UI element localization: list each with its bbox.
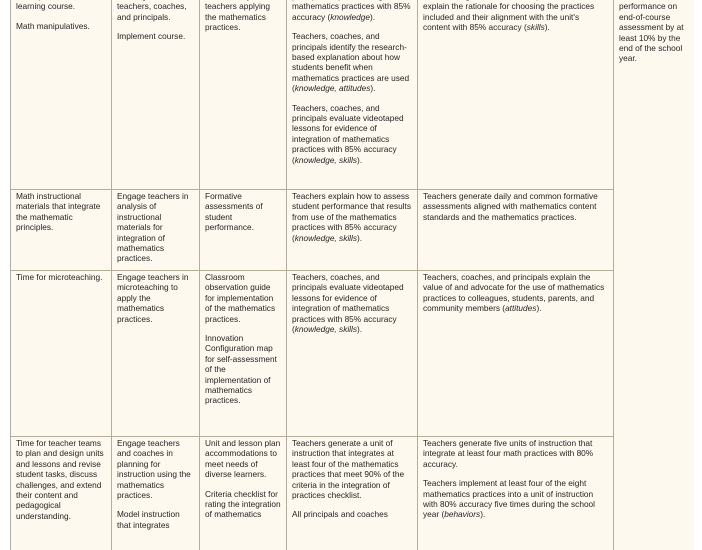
cell-text: performance on end-of-course assessment by at least 10% by the end of the school year. xyxy=(619,1,684,64)
table-row xyxy=(11,437,694,550)
cell-materials xyxy=(200,190,287,271)
cell-text: Model instruction that integrates xyxy=(117,509,180,530)
cell-text: Criteria checklist for rating the integration of mathematics xyxy=(205,488,281,520)
cell-educator-outcomes xyxy=(287,190,418,271)
cell-paragraph: mathematics practices with 85% accuracy (knowledge). xyxy=(292,1,411,22)
cell-paragraph: Teachers generate a unit of instruction that integrates at least four of the mathematics practices that meet 90% of the criteria in the integration of practices checklist. xyxy=(292,438,405,501)
cell-text: Implement course. xyxy=(117,31,186,42)
cell-text: Time for microteaching. xyxy=(16,272,103,282)
cell-actions xyxy=(112,437,200,550)
cell-practice-outcomes xyxy=(418,190,614,271)
cell-paragraph: Teachers generate daily and common formative assessments aligned with mathematics content standards and the mathematics practices. xyxy=(423,191,598,222)
table-row xyxy=(11,190,694,271)
cell-materials xyxy=(200,0,287,190)
cell-student-outcomes xyxy=(614,0,694,550)
cell-actions xyxy=(112,190,200,271)
cell-resources xyxy=(11,0,112,190)
cell-resources xyxy=(11,190,112,271)
cell-paragraph: Teachers implement at least four of the eight mathematics practices into a unit of instruction with 80% accuracy five times during the school year (behaviors). xyxy=(423,478,596,520)
cell-text: Engage teachers in analysis of instructional materials for integration of mathematics practices. xyxy=(117,191,189,264)
cell-paragraph: Teachers generate five units of instruction that integrate at least four math practices with 80% accuracy. xyxy=(423,438,594,469)
cell-paragraph: All principals and coaches xyxy=(292,509,388,520)
cell-text: Math instructional materials that integrate the mathematic principles. xyxy=(16,191,101,233)
cell-practice-outcomes xyxy=(418,437,614,550)
cell-materials xyxy=(200,271,287,437)
cell-paragraph: Teachers explain how to assess student performance that results from use of the mathematics practices with 85% accuracy (knowledge, skills). xyxy=(292,191,411,243)
cell-practice-outcomes xyxy=(418,271,614,437)
cell-text: Engage teachers in microteaching to apply the mathematics practices. xyxy=(117,272,189,324)
table-row xyxy=(11,0,694,190)
cell-text: Unit and lesson plan accommodations to meet needs of diverse learners. xyxy=(205,438,281,480)
cell-text: learning course. xyxy=(16,1,76,12)
cell-educator-outcomes xyxy=(287,437,418,550)
cell-paragraph: explain the rationale for choosing the practices included and their alignment with the unit's content with 85% accuracy (skills). xyxy=(423,1,595,33)
cell-paragraph: Teachers, coaches, and principals explain the value of and advocate for the use of mathematics practices to colleagues, students, parents, and community members (attitudes). xyxy=(423,272,605,314)
cell-resources xyxy=(11,437,112,550)
cell-text: teachers, coaches, and principals. xyxy=(117,1,187,22)
cell-educator-outcomes xyxy=(287,0,418,190)
cell-resources xyxy=(11,271,112,437)
cell-paragraph: Teachers, coaches, and principals evaluate videotaped lessons for evidence of integration of mathematics practices with 85% accuracy (knowledge, skills). xyxy=(292,272,404,335)
cell-text: Classroom observation guide for implementation of the mathematics practices. xyxy=(205,272,276,324)
cell-text: Engage teachers and coaches in planning for instruction using the mathematics practices. xyxy=(117,438,191,501)
cell-text: Math manipulatives. xyxy=(16,20,90,31)
cell-text: Formative assessments of student performance. xyxy=(205,191,263,233)
cell-actions xyxy=(112,0,200,190)
cell-practice-outcomes xyxy=(418,0,614,190)
cell-text: Time for teacher teams to plan and design units and lessons and revise student tasks, discuss challenges, and extend their content and pedagogical understanding. xyxy=(16,438,104,521)
cell-text: teachers applying the mathematics practices. xyxy=(205,1,271,33)
cell-educator-outcomes xyxy=(287,271,418,437)
outcomes-table xyxy=(10,0,694,550)
cell-materials xyxy=(200,437,287,550)
cell-text: Innovation Configuration map for self-assessment of the implementation of mathematics practices. xyxy=(205,333,277,406)
table-row xyxy=(11,271,694,437)
cell-paragraph: Teachers, coaches, and principals evaluate videotaped lessons for evidence of integration of mathematics practices with 85% accuracy (knowledge, skills). xyxy=(292,102,404,165)
cell-paragraph: Teachers, coaches, and principals identify the research-based explanation about how students benefit when mathematics practices are used (knowledge, attitudes). xyxy=(292,31,410,94)
cell-actions xyxy=(112,271,200,437)
